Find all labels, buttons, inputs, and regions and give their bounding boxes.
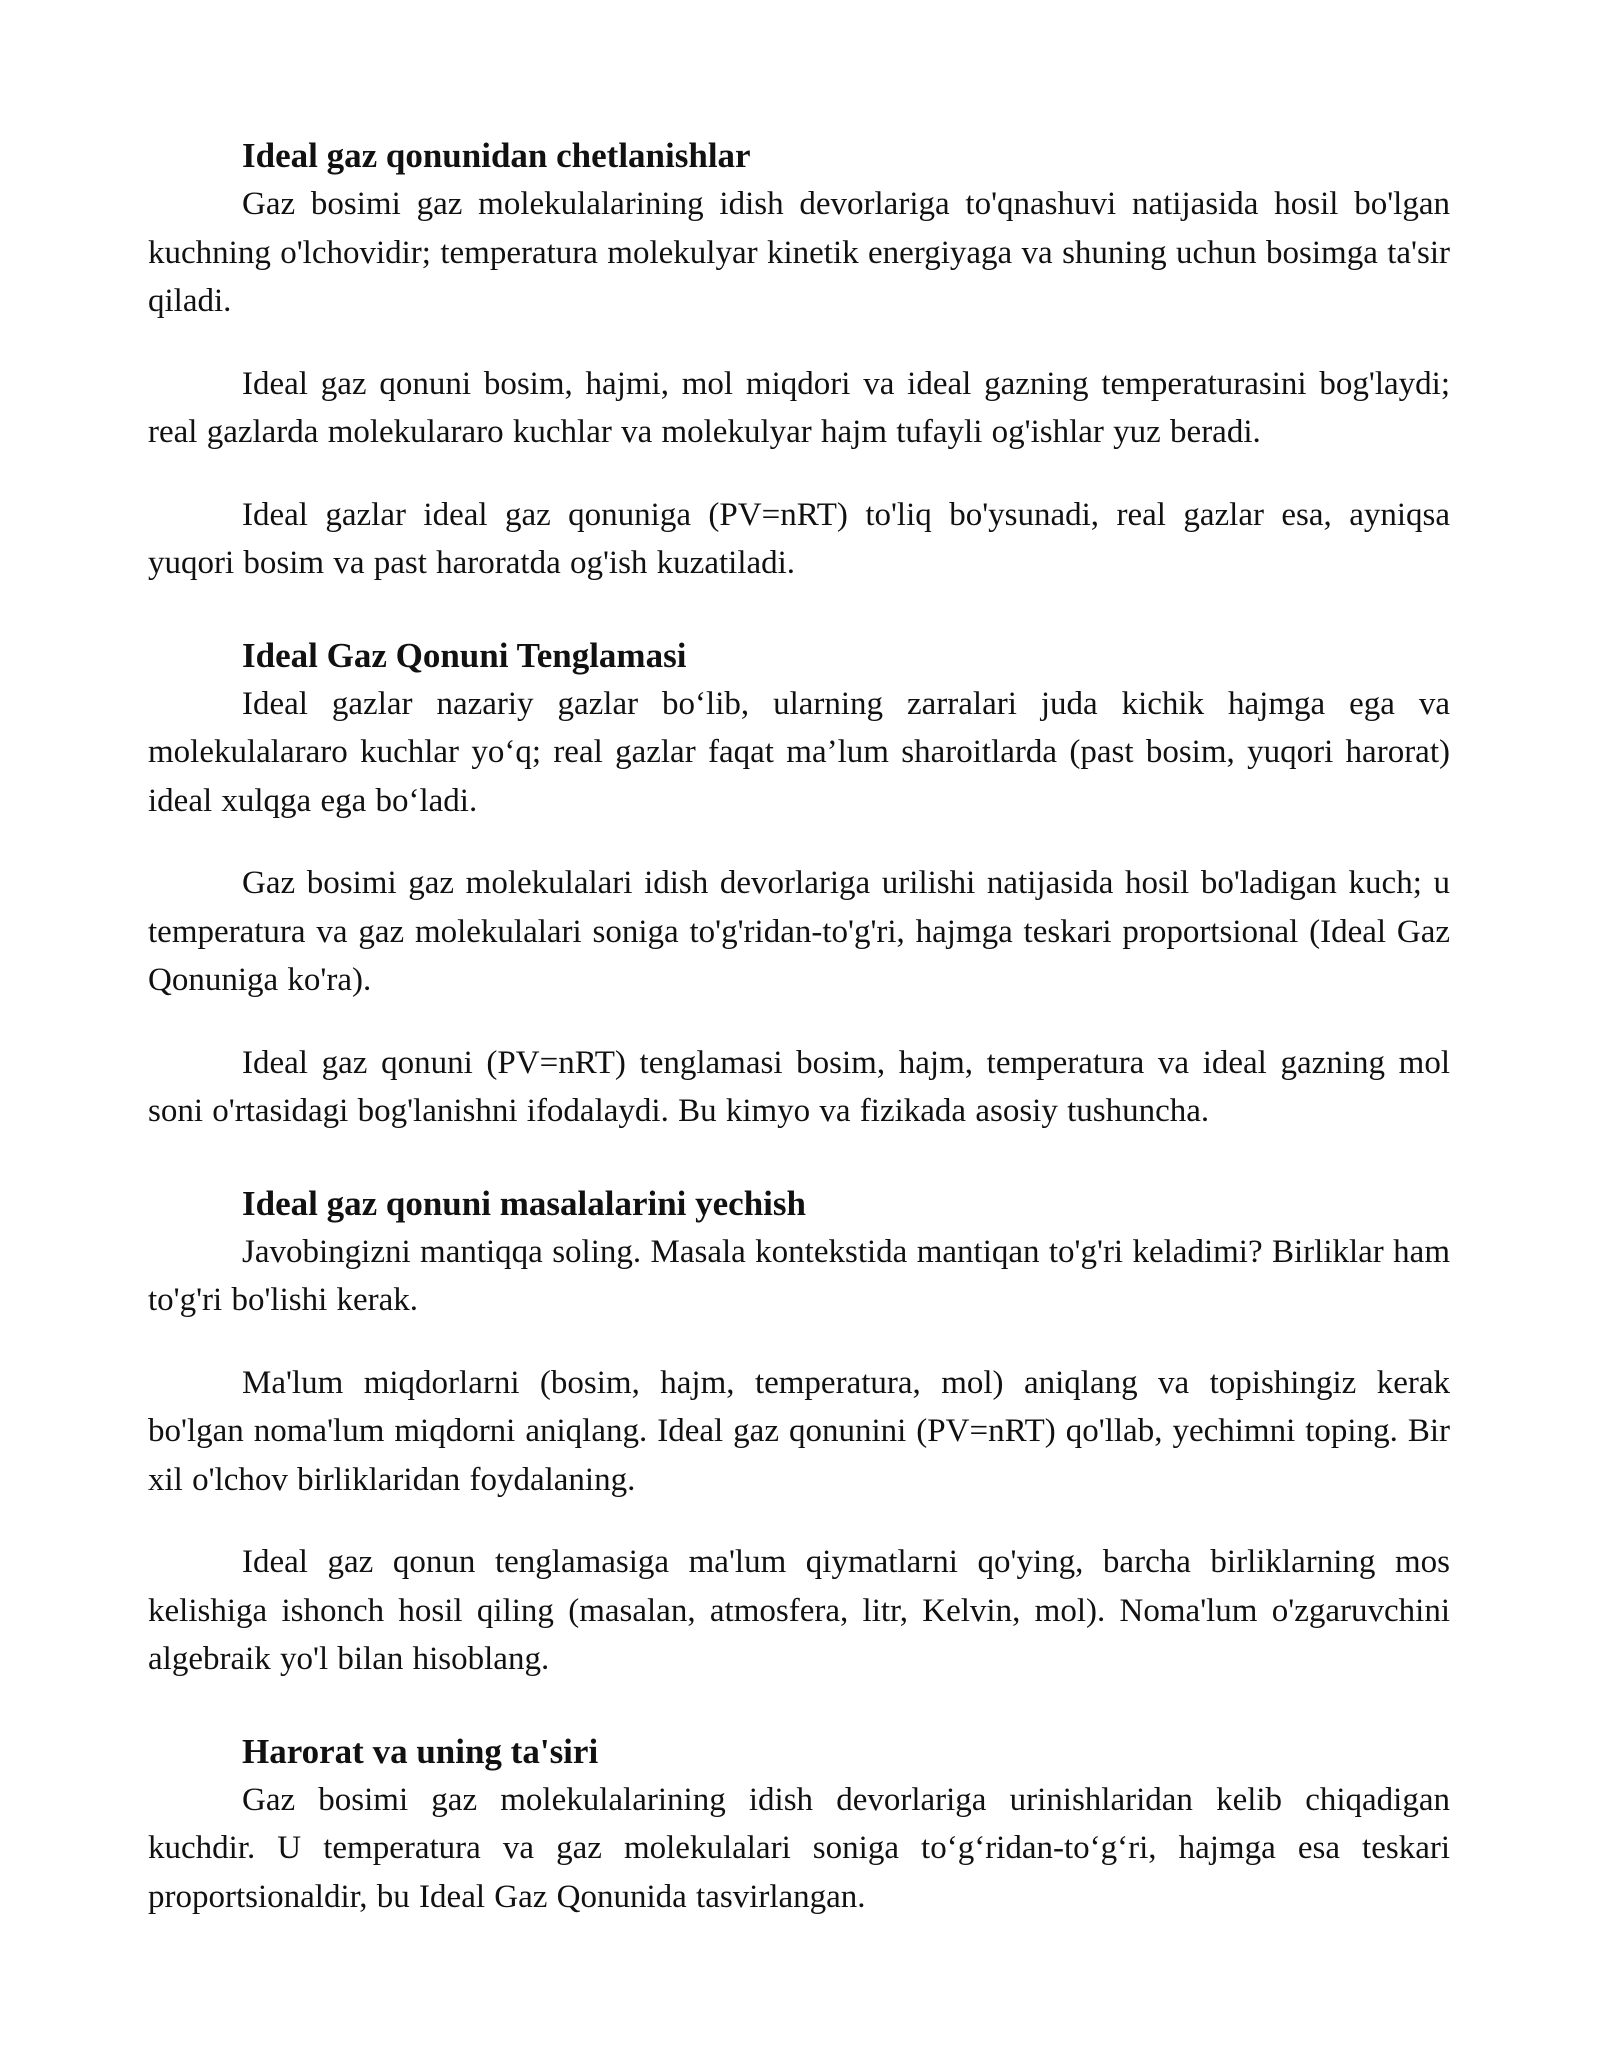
paragraph: Gaz bosimi gaz molekulalari idish devorlariga urilishi natijasida hosil bo'ladigan kuch; u temperatura va gaz molekulalari soniga to'g'ridan-to'g'ri, hajmga teskari proportsional (Ideal Gaz Qonuniga ko'ra). — [148, 865, 1450, 998]
paragraph: Javobingizni mantiqqa soling. Masala kontekstida mantiqan to'g'ri keladimi? Birliklar ham to'g'ri bo'lishi kerak. — [148, 1233, 1450, 1318]
section-heading: Harorat va uning ta'siri — [242, 1731, 599, 1771]
section-problem-solving — [148, 1180, 1450, 1684]
paragraph: Ideal gaz qonuni bosim, hajmi, mol miqdori va ideal gazning temperaturasini bog'laydi; real gazlarda molekulararo kuchlar va molekulyar hajm tufayli og'ishlar yuz beradi. — [148, 365, 1450, 450]
section-heading: Ideal gaz qonunidan chetlanishlar — [242, 136, 751, 175]
section-temperature — [148, 1728, 1450, 1922]
section-heading: Ideal Gaz Qonuni Tenglamasi — [242, 635, 687, 675]
paragraph: Ideal gaz qonun tenglamasiga ma'lum qiymatlarni qo'ying, barcha birliklarning mos kelishiga ishonch hosil qiling (masalan, atmosfera, litr, Kelvin, mol). Noma'lum o'zgaruvchini algebraik yo'l bilan hisoblang. — [148, 1544, 1450, 1677]
document-page — [148, 132, 1450, 1965]
paragraph: Gaz bosimi gaz molekulalarining idish devorlariga to'qnashuvi natijasida hosil bo'lgan kuchning o'lchovidir; temperatura molekulyar kinetik energiyaga va shuning uchun bosimga ta'sir qiladi. — [148, 186, 1450, 319]
paragraph: Ma'lum miqdorlarni (bosim, hajm, temperatura, mol) aniqlang va topishingiz kerak bo'lgan noma'lum miqdorni aniqlang. Ideal gaz qonunini (PV=nRT) qo'llab, yechimni toping. Bir xil o'lchov birliklaridan foydalaning. — [148, 1364, 1450, 1498]
paragraph: Ideal gazlar nazariy gazlar bo‘lib, ularning zarralari juda kichik hajmga ega va molekulalararo kuchlar yo‘q; real gazlar faqat ma’lum sharoitlarda (past bosim, yuqori harorat) ideal xulqga ega bo‘ladi. — [148, 685, 1450, 819]
section-heading: Ideal gaz qonuni masalalarini yechish — [242, 1183, 806, 1223]
paragraph: Ideal gaz qonuni (PV=nRT) tenglamasi bosim, hajm, temperatura va ideal gazning mol soni o'rtasidagi bog'lanishni ifodalaydi. Bu kimyo va fizikada asosiy tushuncha. — [148, 1044, 1450, 1129]
section-deviations — [148, 132, 1450, 588]
section-equation — [148, 632, 1450, 1136]
paragraph: Ideal gazlar ideal gaz qonuniga (PV=nRT) to'liq bo'ysunadi, real gazlar esa, ayniqsa yuqori bosim va past haroratda og'ish kuzatiladi. — [148, 496, 1450, 581]
paragraph: Gaz bosimi gaz molekulalarining idish devorlariga urinishlaridan kelib chiqadigan kuchdir. U temperatura va gaz molekulalari soniga to‘g‘ridan-to‘g‘ri, hajmga esa teskari proportsionaldir, bu Ideal Gaz Qonunida tasvirlangan. — [148, 1781, 1450, 1915]
